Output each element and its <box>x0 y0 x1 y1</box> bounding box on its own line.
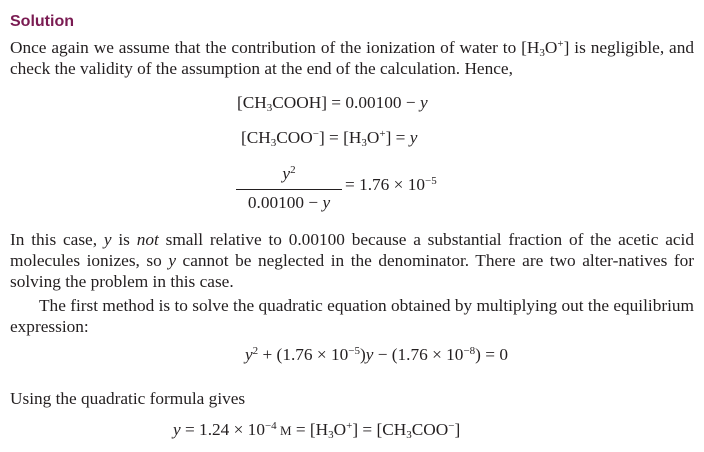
p2-emphasis: not <box>136 230 159 249</box>
superscript: −5 <box>348 345 360 357</box>
subscript: 3 <box>328 429 334 441</box>
eq4-v2: y <box>365 345 374 364</box>
p2-a: In this case, <box>10 230 104 249</box>
eq1-lhs: [CH <box>237 93 267 112</box>
fraction-denominator <box>236 193 342 213</box>
subscript: 3 <box>270 137 277 149</box>
p2-b: is <box>111 230 137 249</box>
equation-quadratic <box>245 345 508 365</box>
intro-paragraph <box>10 37 694 79</box>
equation-acetate <box>241 128 417 148</box>
intro-text-c: ] is negligible, and check the validity of the assumption at the end of the calculation. Hence, <box>10 38 695 78</box>
denominator-text: 0.00100 − <box>247 193 323 212</box>
eq2-e: ] = <box>385 128 410 147</box>
eq2-variable: y <box>409 128 418 147</box>
superscript: + <box>557 38 564 50</box>
superscript: −8 <box>463 345 476 357</box>
superscript: −5 <box>424 175 437 187</box>
eq4-v1: y <box>245 345 253 364</box>
subscript: 3 <box>266 102 273 114</box>
eq4-b: ) <box>359 345 366 364</box>
superscript: − <box>448 420 455 432</box>
superscript: −4 <box>264 420 277 432</box>
intro-text-a: Once again we assume that the contribution of the ionization of water to [H <box>10 38 540 57</box>
superscript: 2 <box>290 164 296 176</box>
intro-text-b: O <box>544 38 558 57</box>
eq2-d: O <box>366 128 380 147</box>
eq5-e: COO <box>411 420 449 439</box>
p2-var2: y <box>168 251 176 270</box>
method-paragraph: The first method is to solve the quadratic equation obtained by multiplying out the equilibrium expression: <box>10 296 694 336</box>
equation-result <box>173 420 460 440</box>
denominator-variable: y <box>322 193 331 212</box>
subscript: 3 <box>361 137 367 149</box>
subscript: 3 <box>539 47 545 59</box>
fraction-numerator <box>236 164 342 184</box>
eq5-unit: M <box>276 423 292 438</box>
eq5-f: ] <box>454 420 461 439</box>
eq5-c: O <box>333 420 347 439</box>
eq2-c: ] = [H <box>318 128 362 147</box>
fraction-bar <box>236 189 342 190</box>
superscript: 2 <box>252 345 259 357</box>
p2-d: cannot be neglected in the denominator. There are two alter-natives for solving the problem in this case. <box>10 251 694 291</box>
eq5-b: = [H <box>291 420 329 439</box>
subscript: 3 <box>406 429 412 441</box>
eq1-rhs: COOH] = 0.00100 − <box>272 93 420 112</box>
equation-acetic-acid <box>237 93 428 113</box>
eq1-variable: y <box>419 93 428 112</box>
eq5-v: y <box>173 420 181 439</box>
eq2-a: [CH <box>241 128 271 147</box>
formula-paragraph: Using the quadratic formula gives <box>10 389 246 408</box>
eq2-b: COO <box>276 128 313 147</box>
eq5-d: ] = [CH <box>352 420 407 439</box>
solution-heading: Solution <box>10 13 74 30</box>
p2-var1: y <box>103 230 112 249</box>
discussion-paragraph <box>10 229 694 292</box>
equation-ka-value <box>345 175 437 195</box>
superscript: + <box>346 420 353 432</box>
superscript: + <box>379 128 386 140</box>
eq4-a: + (1.76 × 10 <box>258 345 349 364</box>
p2-c: small relative to 0.00100 because a substantial fraction of the acetic acid molecules ionizes, so <box>10 230 694 270</box>
ka-text: = 1.76 × 10 <box>345 175 425 194</box>
superscript: − <box>312 128 319 140</box>
eq4-c: − (1.76 × 10 <box>373 345 464 364</box>
eq4-d: ) = 0 <box>475 345 508 364</box>
equation-fraction <box>236 164 342 213</box>
eq5-a: = 1.24 × 10 <box>180 420 265 439</box>
numerator-variable: y <box>282 164 291 183</box>
